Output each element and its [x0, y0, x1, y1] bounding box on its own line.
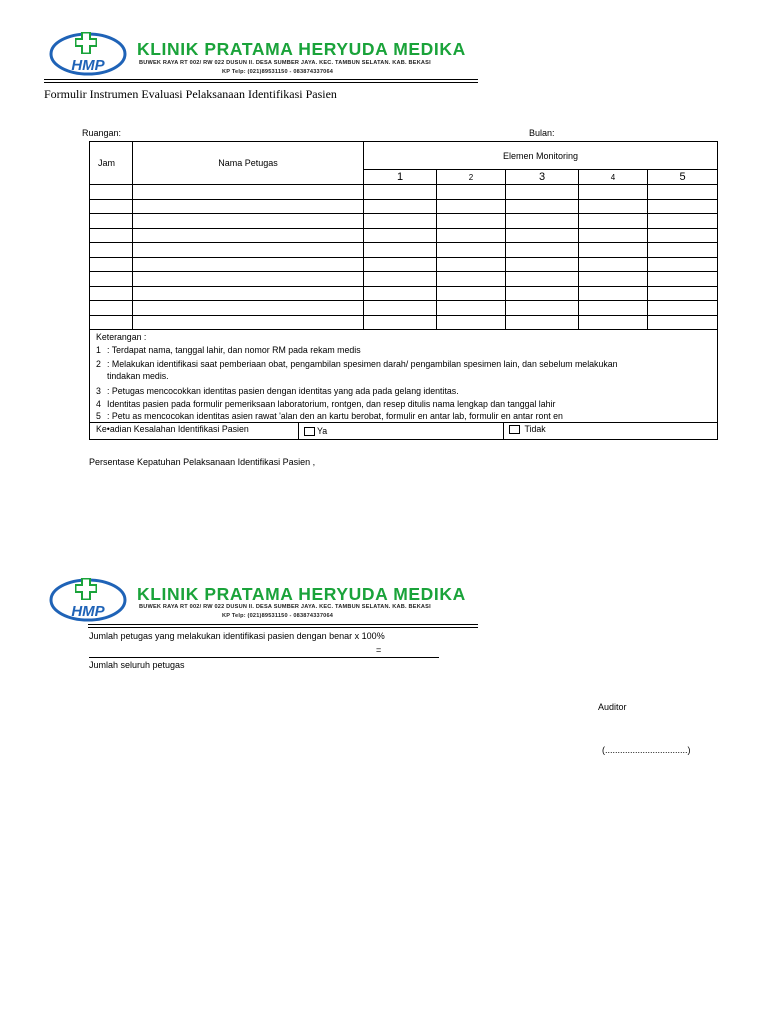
- kejadian-tidak-label: Tidak: [524, 424, 546, 434]
- table-row: [90, 286, 718, 301]
- table-cell[interactable]: [579, 228, 648, 243]
- table-cell[interactable]: [579, 286, 648, 301]
- table-cell[interactable]: [579, 214, 648, 229]
- clinic-name: KLINIK PRATAMA HERYUDA MEDIKA: [137, 584, 466, 604]
- monitoring-table: [89, 141, 718, 330]
- table-cell[interactable]: [648, 214, 718, 229]
- table-cell[interactable]: [648, 257, 718, 272]
- table-cell[interactable]: [437, 228, 506, 243]
- table-cell[interactable]: [90, 315, 133, 330]
- keterangan-box: [89, 329, 718, 423]
- letterhead-rule: [44, 82, 478, 83]
- clinic-phone: KP Telp: (021)89531150 - 083874337064: [222, 69, 334, 75]
- table-cell[interactable]: [648, 315, 718, 330]
- table-cell[interactable]: [90, 185, 133, 200]
- keterangan-num: 3: [96, 386, 101, 396]
- table-row: [90, 257, 718, 272]
- table-cell[interactable]: [437, 185, 506, 200]
- elemen-number: 2: [437, 170, 506, 185]
- kejadian-tidak-option[interactable]: [509, 424, 546, 434]
- table-cell[interactable]: [437, 272, 506, 287]
- formula-denominator: Jumlah seluruh petugas: [89, 660, 185, 670]
- keterangan-num: 4: [96, 399, 101, 409]
- keterangan-item: : Petu as mencocokan identitas asien rawat 'alan den an kartu berobat, formulir en antar lab, formulir en antar ront en: [107, 411, 563, 421]
- table-cell[interactable]: [90, 214, 133, 229]
- auditor-signature: (.................................): [602, 745, 691, 755]
- table-cell[interactable]: [579, 272, 648, 287]
- table-cell[interactable]: [506, 315, 579, 330]
- table-cell[interactable]: [506, 257, 579, 272]
- table-cell[interactable]: [506, 301, 579, 316]
- table-cell[interactable]: [364, 272, 437, 287]
- table-cell[interactable]: [648, 185, 718, 200]
- table-cell[interactable]: [506, 199, 579, 214]
- clinic-logo: [48, 576, 128, 622]
- table-cell[interactable]: [437, 257, 506, 272]
- table-cell[interactable]: [506, 214, 579, 229]
- table-cell[interactable]: [364, 286, 437, 301]
- keterangan-item: : Terdapat nama, tanggal lahir, dan nomor RM pada rekam medis: [107, 345, 361, 355]
- kejadian-ya-option[interactable]: [304, 426, 327, 436]
- checkbox-tidak[interactable]: [509, 425, 520, 434]
- clinic-address: BUWEK RAYA RT 002/ RW 022 DUSUN II. DESA SUMBER JAYA. KEC. TAMBUN SELATAN. KAB. BEKASI: [139, 60, 431, 66]
- table-row: [90, 301, 718, 316]
- table-cell[interactable]: [133, 315, 364, 330]
- keterangan-item: Identitas pasien pada formulir pemeriksaan laboratorium, rontgen, dan resep ditulis nama lengkap dan tanggal lahir: [107, 399, 556, 409]
- keterangan-num: 2: [96, 359, 101, 369]
- elemen-number: 5: [648, 170, 718, 185]
- table-cell[interactable]: [364, 214, 437, 229]
- table-cell[interactable]: [364, 257, 437, 272]
- table-cell[interactable]: [648, 243, 718, 258]
- table-cell[interactable]: [133, 257, 364, 272]
- letterhead-rule: [88, 627, 478, 628]
- table-cell[interactable]: [133, 228, 364, 243]
- table-cell[interactable]: [437, 199, 506, 214]
- table-cell[interactable]: [133, 301, 364, 316]
- clinic-logo: [48, 30, 128, 76]
- table-cell[interactable]: [579, 301, 648, 316]
- table-cell[interactable]: [506, 228, 579, 243]
- table-cell[interactable]: [579, 199, 648, 214]
- kejadian-row: [89, 422, 718, 440]
- table-row: [90, 315, 718, 330]
- persentase-label: Persentase Kepatuhan Pelaksanaan Identifikasi Pasien ,: [89, 457, 316, 467]
- table-cell[interactable]: [579, 315, 648, 330]
- col-header-nama: Nama Petugas: [133, 142, 364, 185]
- table-cell[interactable]: [579, 257, 648, 272]
- table-cell[interactable]: [579, 185, 648, 200]
- col-header-elemen: Elemen Monitoring: [364, 142, 718, 170]
- table-cell[interactable]: [364, 301, 437, 316]
- kejadian-label: Ke•adian Kesalahan Identifikasi Pasien: [96, 424, 249, 434]
- keterangan-num: 5: [96, 411, 101, 421]
- keterangan-num: 1: [96, 345, 101, 355]
- table-cell[interactable]: [648, 199, 718, 214]
- table-cell[interactable]: [90, 286, 133, 301]
- elemen-number: 4: [579, 170, 648, 185]
- table-cell[interactable]: [437, 315, 506, 330]
- table-cell[interactable]: [648, 272, 718, 287]
- table-row: [90, 243, 718, 258]
- table-row: [90, 199, 718, 214]
- table-cell[interactable]: [133, 272, 364, 287]
- ruangan-label: Ruangan:: [82, 128, 122, 138]
- table-cell[interactable]: [579, 243, 648, 258]
- table-cell[interactable]: [90, 228, 133, 243]
- table-row: [90, 272, 718, 287]
- form-title: Formulir Instrumen Evaluasi Pelaksanaan Identifikasi Pasien: [44, 87, 337, 101]
- bulan-label: Bulan:: [529, 128, 555, 138]
- clinic-phone: KP Telp: (021)89531150 - 083874337064: [222, 613, 334, 619]
- table-cell[interactable]: [364, 228, 437, 243]
- elemen-number: 3: [506, 170, 579, 185]
- table-cell[interactable]: [437, 243, 506, 258]
- table-cell[interactable]: [506, 286, 579, 301]
- formula-equals: =: [376, 645, 382, 655]
- letterhead-rule: [88, 624, 478, 625]
- table-cell[interactable]: [90, 301, 133, 316]
- table-cell[interactable]: [364, 243, 437, 258]
- table-cell[interactable]: [90, 272, 133, 287]
- table-row: [90, 185, 718, 200]
- table-cell[interactable]: [90, 257, 133, 272]
- table-cell[interactable]: [90, 243, 133, 258]
- keterangan-item: : Melakukan identifikasi saat pemberiaan obat, pengambilan spesimen darah/ pengambilan spesimen lain, dan sebelum melakukan: [107, 359, 618, 369]
- table-cell[interactable]: [133, 286, 364, 301]
- table-cell[interactable]: [648, 228, 718, 243]
- table-cell[interactable]: [648, 286, 718, 301]
- table-row: [90, 214, 718, 229]
- formula-numerator: Jumlah petugas yang melakukan identifikasi pasien dengan benar x 100%: [89, 631, 385, 641]
- auditor-label: Auditor: [598, 702, 627, 712]
- keterangan-item: tindakan medis.: [107, 371, 169, 381]
- table-cell[interactable]: [506, 185, 579, 200]
- table-cell[interactable]: [133, 199, 364, 214]
- table-cell[interactable]: [648, 301, 718, 316]
- table-cell[interactable]: [437, 286, 506, 301]
- elemen-number: 1: [364, 170, 437, 185]
- letterhead-rule: [44, 79, 478, 80]
- keterangan-item: : Petugas mencocokkan identitas pasien dengan identitas yang ada pada gelang identitas.: [107, 386, 459, 396]
- table-cell[interactable]: [364, 315, 437, 330]
- table-cell[interactable]: [133, 243, 364, 258]
- formula-fraction-line: [89, 657, 439, 658]
- kejadian-ya-label: Ya: [317, 426, 328, 436]
- table-row: [90, 228, 718, 243]
- table-cell[interactable]: [437, 301, 506, 316]
- table-cell[interactable]: [364, 199, 437, 214]
- kejadian-divider: [503, 423, 504, 439]
- table-cell[interactable]: [506, 243, 579, 258]
- svg-text:HMP: HMP: [71, 603, 105, 620]
- table-cell[interactable]: [364, 185, 437, 200]
- svg-text:HMP: HMP: [71, 57, 105, 74]
- table-cell[interactable]: [437, 214, 506, 229]
- table-cell[interactable]: [133, 214, 364, 229]
- table-cell[interactable]: [506, 272, 579, 287]
- table-cell[interactable]: [90, 199, 133, 214]
- col-header-jam: Jam: [90, 142, 133, 185]
- clinic-name: KLINIK PRATAMA HERYUDA MEDIKA: [137, 39, 466, 59]
- clinic-address: BUWEK RAYA RT 002/ RW 022 DUSUN II. DESA SUMBER JAYA. KEC. TAMBUN SELATAN. KAB. BEKASI: [139, 604, 431, 610]
- checkbox-ya[interactable]: [304, 427, 315, 436]
- keterangan-heading: Keterangan :: [96, 332, 147, 342]
- kejadian-divider: [298, 423, 299, 439]
- table-cell[interactable]: [133, 185, 364, 200]
